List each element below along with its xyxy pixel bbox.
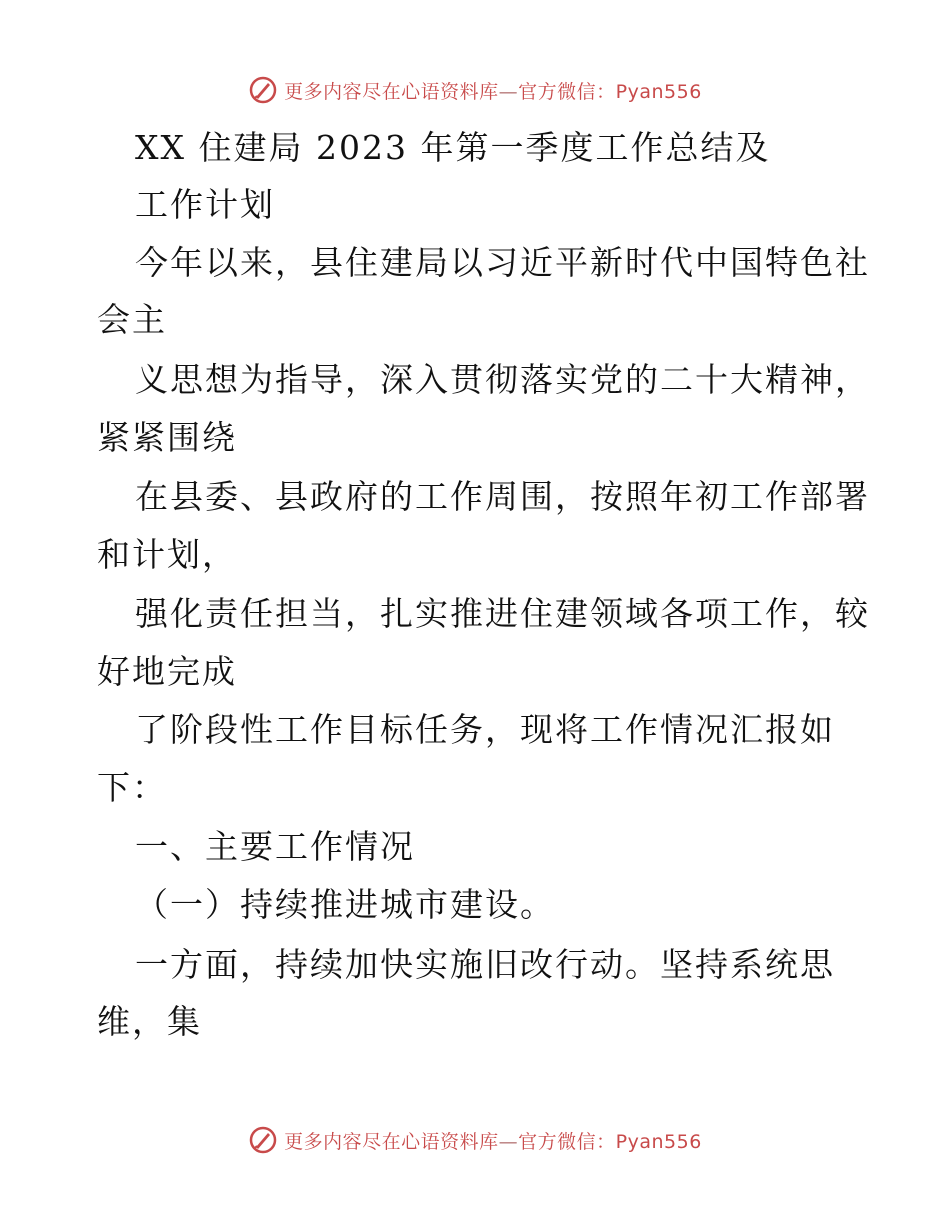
- watermark-wechat: 官方微信：Pyan556: [518, 1130, 702, 1153]
- watermark-text: [284, 1127, 702, 1154]
- paragraph-line: 强化责任担当，扎实推进住建领域各项工作，较: [135, 594, 870, 633]
- paragraph-line: 维，集: [97, 1002, 202, 1041]
- document-title-line-1: XX 住建局 2023 年第一季度工作总结及: [135, 128, 771, 167]
- section-heading: 一、主要工作情况: [135, 827, 415, 866]
- watermark-separator: —: [498, 80, 519, 103]
- paragraph-line: 义思想为指导，深入贯彻落实党的二十大精神，: [135, 360, 870, 399]
- paragraph-line: 在县委、县政府的工作周围，按照年初工作部署: [135, 477, 870, 516]
- paragraph-line: 会主: [97, 300, 167, 339]
- watermark-wechat: 官方微信：Pyan556: [518, 80, 702, 103]
- paragraph-line: 下：: [97, 768, 167, 807]
- watermark-banner-bottom: [0, 1120, 950, 1160]
- watermark-main: 更多内容尽在心语资料库: [284, 1130, 499, 1153]
- subsection-heading: （一）持续推进城市建设。: [135, 885, 555, 924]
- paragraph-line: 好地完成: [97, 652, 237, 691]
- watermark-main: 更多内容尽在心语资料库: [284, 80, 499, 103]
- paragraph-line: 紧紧围绕: [97, 418, 237, 457]
- paragraph-line: 一方面，持续加快实施旧改行动。坚持系统思: [135, 945, 835, 984]
- paragraph-line: 今年以来，县住建局以习近平新时代中国特色社: [135, 243, 870, 282]
- watermark-separator: —: [498, 1130, 519, 1153]
- watermark-text: [284, 77, 702, 104]
- paragraph-line: 了阶段性工作目标任务，现将工作情况汇报如: [135, 710, 835, 749]
- paragraph-line: 和计划，: [97, 535, 237, 574]
- feather-pen-logo-icon: [248, 75, 278, 105]
- watermark-banner-top: [0, 70, 950, 110]
- feather-pen-logo-icon: [248, 1125, 278, 1155]
- document-title-line-2: 工作计划: [135, 185, 275, 224]
